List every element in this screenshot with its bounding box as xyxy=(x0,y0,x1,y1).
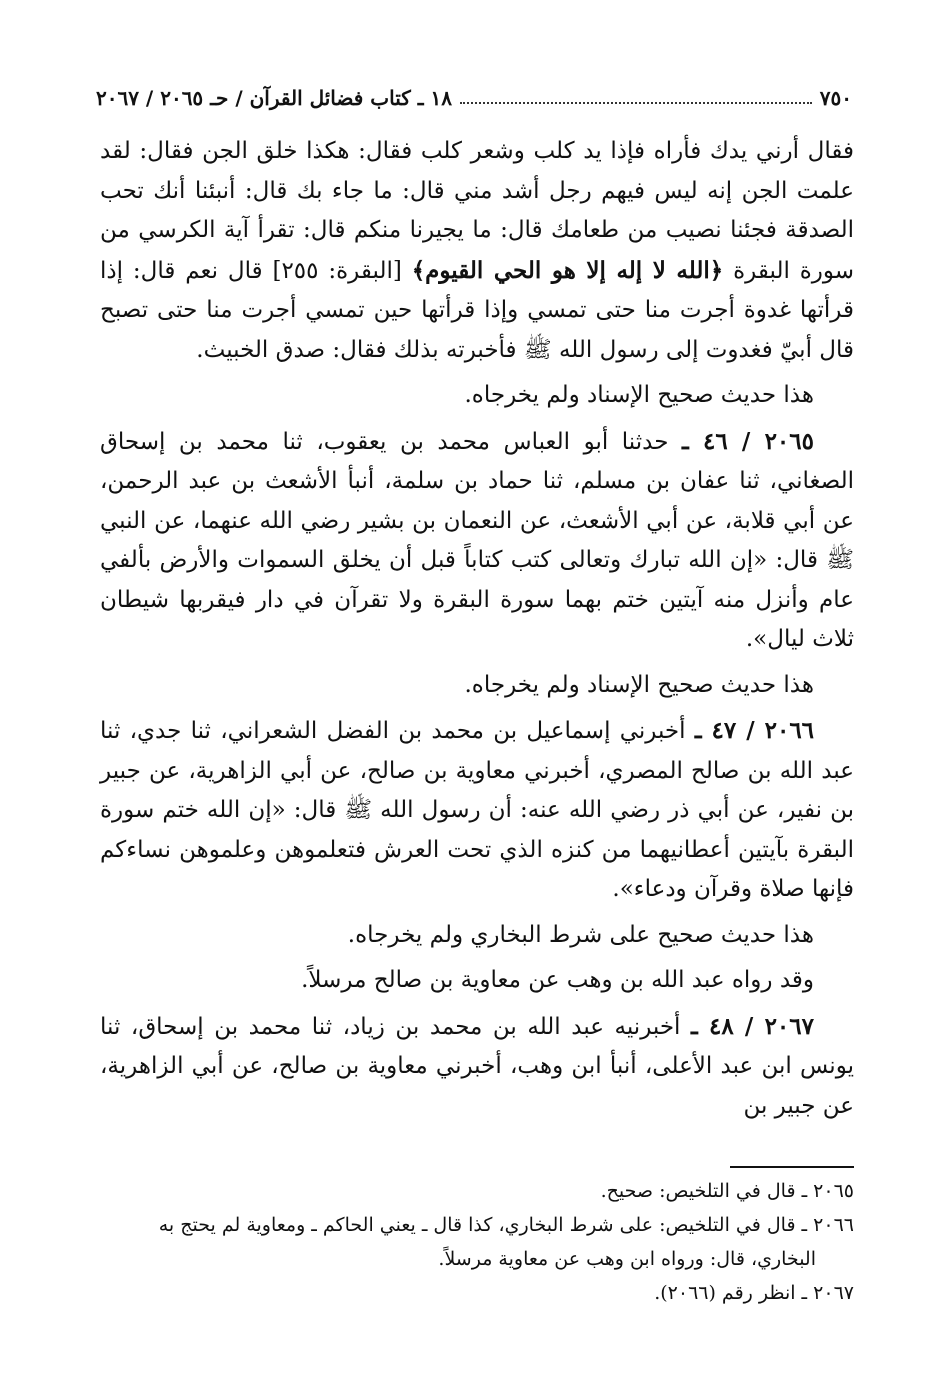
paragraph-continued xyxy=(100,132,854,370)
page-number: ٧٥٠ xyxy=(819,86,852,110)
hadith-2066 xyxy=(100,711,854,910)
quran-verse: ﴿الله لا إله إلا هو الحي القيوم﴾ xyxy=(411,256,724,284)
hadith-2067 xyxy=(100,1007,854,1127)
running-header xyxy=(96,80,852,112)
hadith-text: أخبرني إسماعيل بن محمد بن الفضل الشعراني، ثنا جدي، ثنا عبد الله بن صالح المصري، أخبرني معاوية بن صالح، عن أبي الزاهرية، عن جبير بن نفير، عن أبي ذر رضي الله عنه: أن رسول الله ﷺ قال: «إن الله ختم سورة البقرة بآيتين أعطانيهما من كنزه الذي تحت العرش فتعلموهن وعلموهن نساءكم فإنها صلاة وقرآن ودعاء». xyxy=(100,718,854,902)
hadith-number: ٢٠٦٧ / ٤٨ ـ xyxy=(690,1012,814,1040)
paragraph-text: [البقرة: ٢٥٥] قال نعم قال: إذا قرأتها غدوة أجرت منا حتى تمسي وإذا قرأتها حين تمسي أجرت منا حتى تصبح قال أبيّ فغدوت إلى رسول الله ﷺ فأخبرته بذلك فقال: صدق الخبيث. xyxy=(100,257,854,363)
footnote-separator xyxy=(730,1166,854,1168)
header-dot-leader xyxy=(460,102,812,104)
footnote-2065: ٢٠٦٥ ـ قال في التلخيص: صحيح. xyxy=(600,1180,854,1202)
footnote-2066: ٢٠٦٦ ـ قال في التلخيص: على شرط البخاري، كذا قال ـ يعني الحاكم ـ ومعاوية لم يحتج به xyxy=(158,1214,854,1236)
hadith-note: وقد رواه عبد الله بن وهب عن معاوية بن صالح مرسلاً. xyxy=(301,967,814,993)
hadith-text: أخبرنيه عبد الله بن محمد بن زياد، ثنا محمد بن إسحاق، ثنا يونس ابن عبد الأعلى، أنبأ ابن وهب، أخبرني معاوية بن صالح، عن أبي الزاهرية، عن جبير بن xyxy=(100,1013,854,1119)
header-title: ١٨ ـ كتاب فضائل القرآن / حـ ٢٠٦٥ / ٢٠٦٧ xyxy=(96,86,453,110)
main-text xyxy=(100,132,854,1126)
hadith-number: ٢٠٦٦ / ٤٧ ـ xyxy=(694,717,815,744)
hadith-verdict: هذا حديث صحيح على شرط البخاري ولم يخرجاه. xyxy=(347,921,814,948)
hadith-2065 xyxy=(100,422,854,660)
hadith-text: حدثنا أبو العباس محمد بن يعقوب، ثنا محمد بن إسحاق الصغاني، ثنا عفان بن مسلم، ثنا حماد بن سلمة، أنبأ الأشعث بن عبد الرحمن، عن أبي قلابة، عن أبي الأشعث، عن النعمان بن بشير رضي الله عنهما، عن النبي ﷺ قال: «إن الله تبارك وتعالى كتب كتاباً قبل أن يخلق السموات والأرض بألفي عام وأنزل منه آيتين ختم بهما سورة البقرة ولا تقرآن في دار فيقربها شيطان ثلاث ليال». xyxy=(100,428,854,652)
paragraph-text: فقال أرني يدك فأراه فإذا يد كلب وشعر كلب فقال: هكذا خلق الجن فقال: لقد علمت الجن إنه ليس فيهم رجل أشد مني قال: ما جاء بك قال: أنبئنا أنك تحب الصدقة فجئنا نصيب من طعامك قال: ما يجيرنا منكم قال: تقرأ آية الكرسي من سورة البقرة xyxy=(100,138,855,284)
footnote-2067: ٢٠٦٧ ـ انظر رقم (٢٠٦٦). xyxy=(654,1282,854,1304)
footnotes xyxy=(100,1174,854,1310)
footnote-2066-continued: البخاري، قال: ورواه ابن وهب عن معاوية مرسلاً. xyxy=(438,1248,816,1270)
hadith-number: ٢٠٦٥ / ٤٦ ـ xyxy=(681,427,814,455)
hadith-verdict: هذا حديث صحيح الإسناد ولم يخرجاه. xyxy=(464,671,814,698)
hadith-verdict: هذا حديث صحيح الإسناد ولم يخرجاه. xyxy=(464,382,814,408)
